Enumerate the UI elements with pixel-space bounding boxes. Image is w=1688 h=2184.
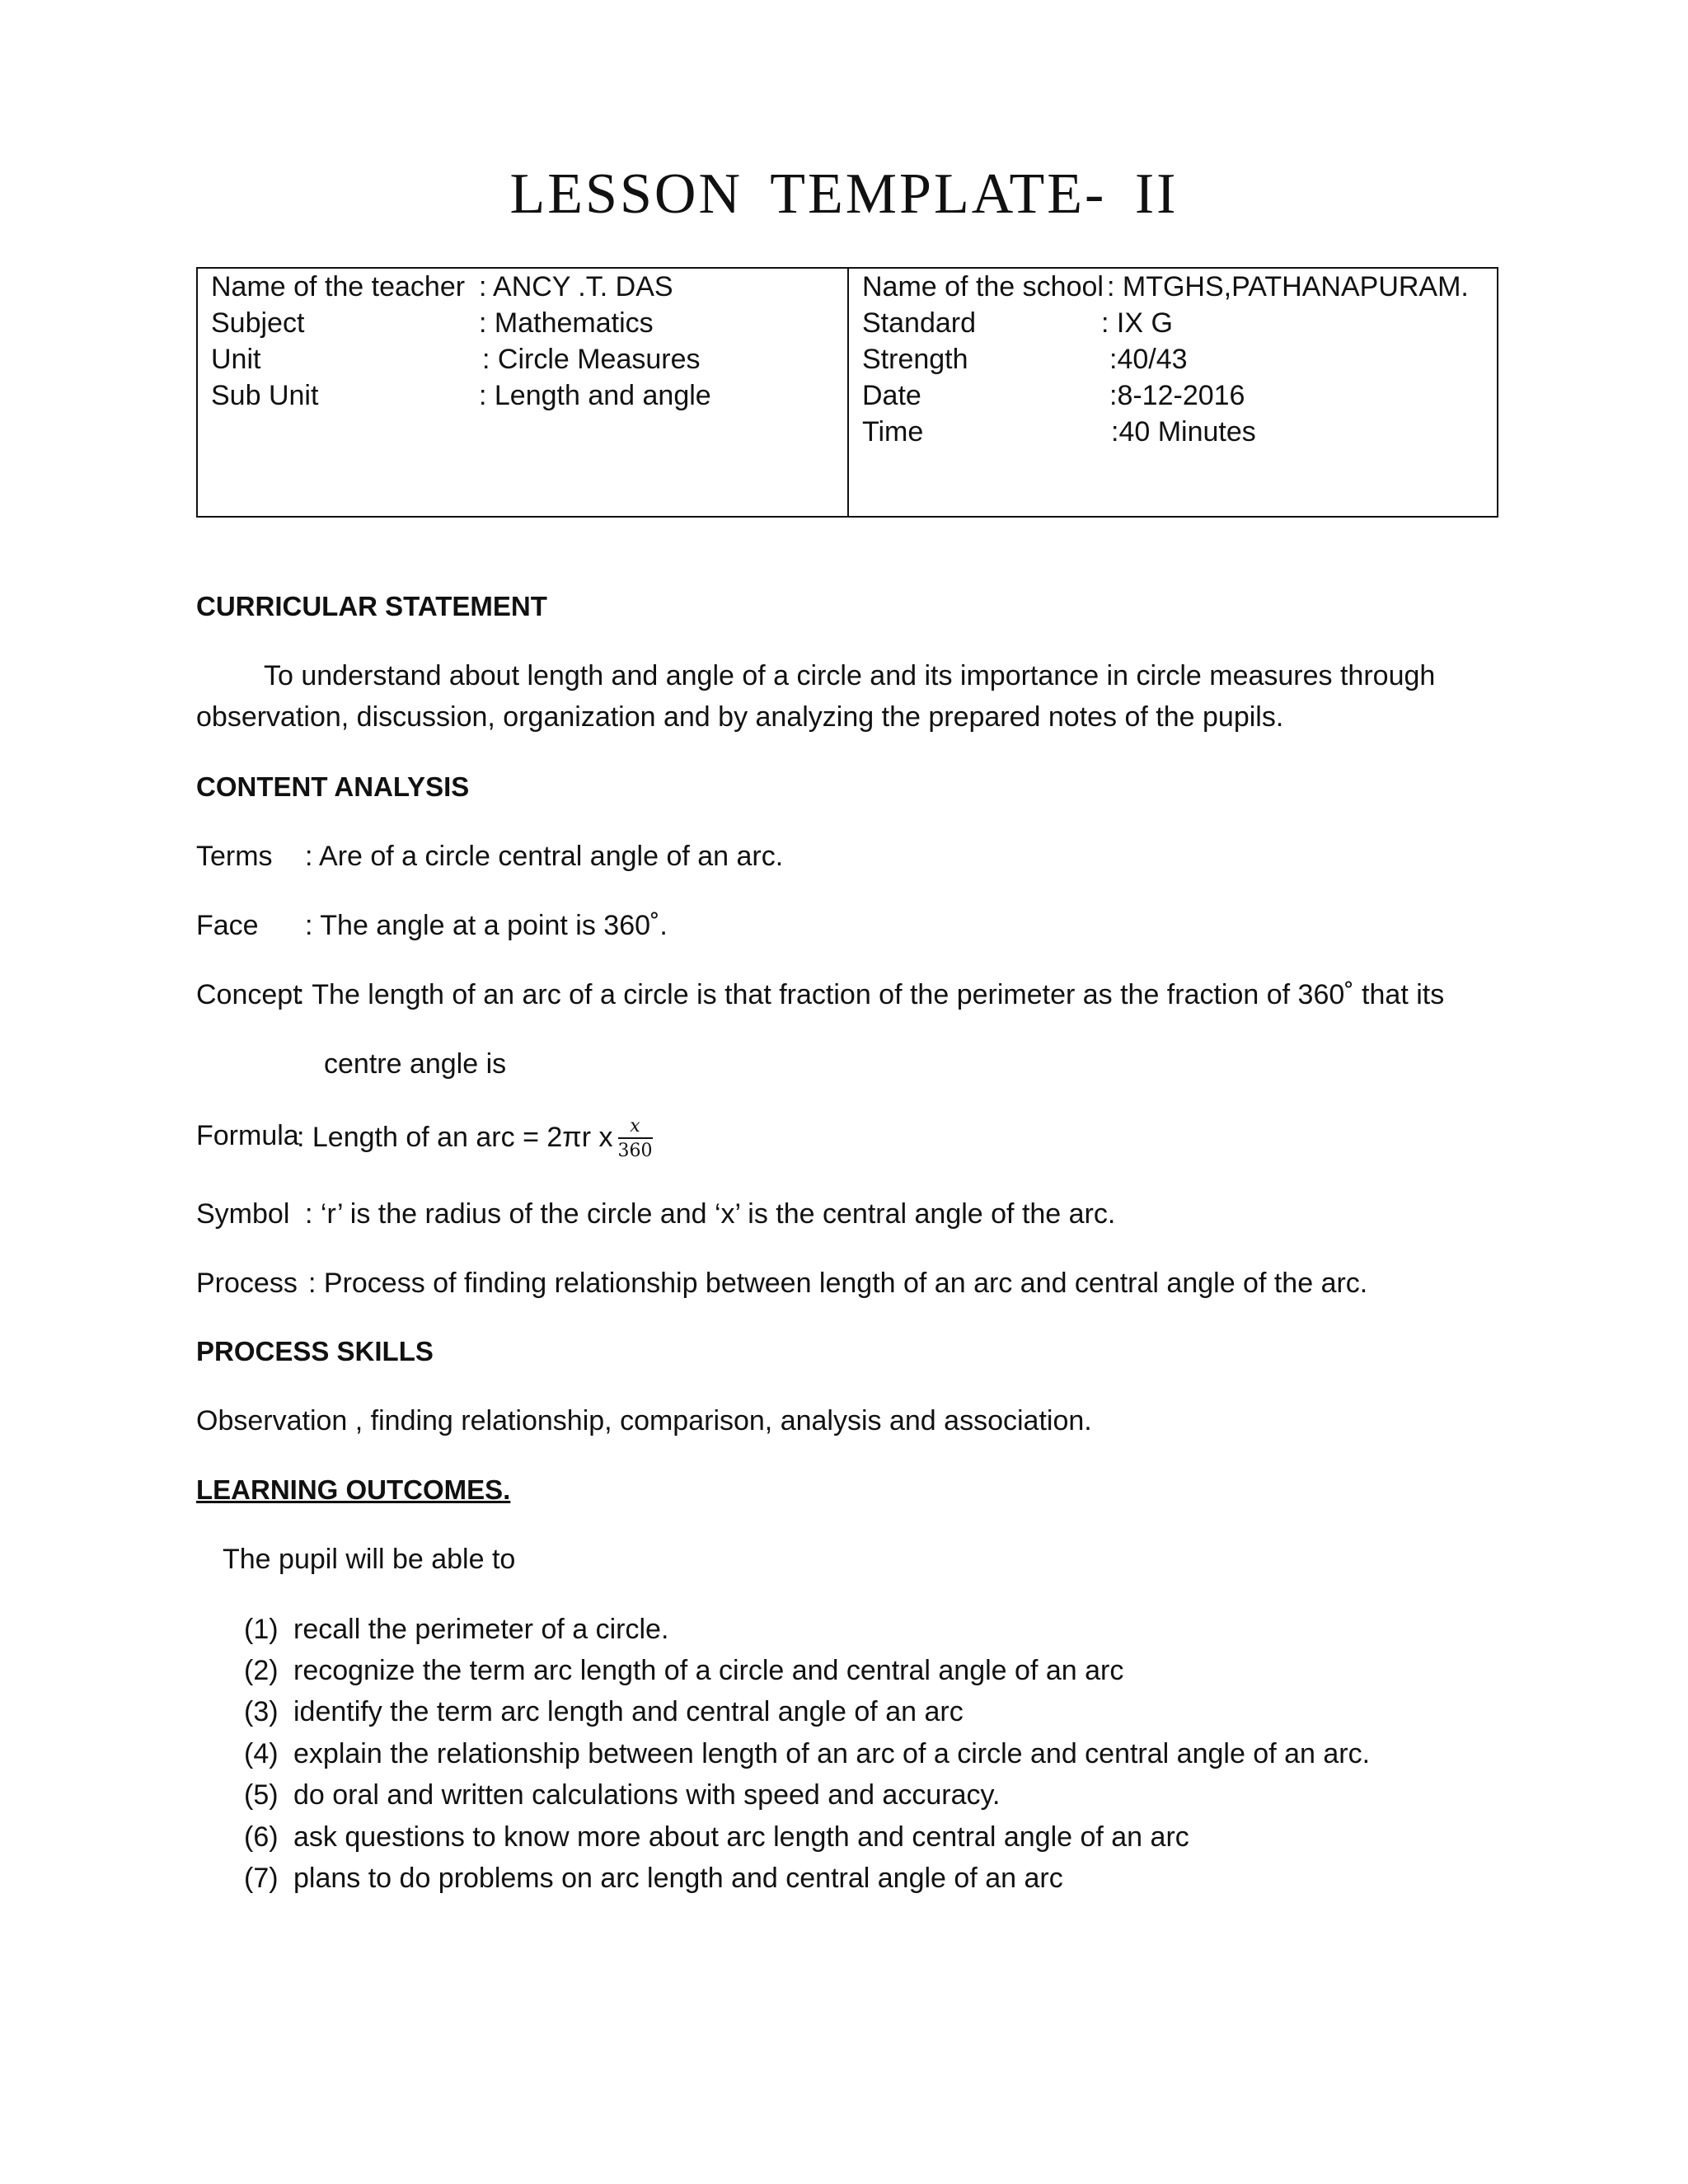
concept-value: : The length of an arc of a circle is that fraction of the perimeter as the fraction of 360˚ that its <box>297 979 1445 1010</box>
outcome-text: do oral and written calculations with speed and accuracy. <box>293 1779 1001 1811</box>
strength-value: :40/43 <box>1109 344 1188 375</box>
outcome-number: (4) <box>244 1738 279 1769</box>
strength-label: Strength <box>862 344 968 375</box>
date-value: :8-12-2016 <box>1109 380 1245 411</box>
curricular-statement-text: To understand about length and angle of a circle and its importance in circle measures through observation, discussion, organization and by analyzing the prepared notes of the pupils. <box>196 660 1436 733</box>
curricular-statement-heading: CURRICULAR STATEMENT <box>196 591 547 621</box>
sub-unit-label: Sub Unit <box>211 380 319 411</box>
content-analysis-heading: CONTENT ANALYSIS <box>196 771 470 802</box>
subject-label: Subject <box>211 307 305 339</box>
learning-outcomes-intro: The pupil will be able to <box>223 1544 516 1575</box>
concept-label: Concept <box>196 979 301 1010</box>
concept-continuation: centre angle is <box>324 1048 507 1080</box>
page-title: LESSON TEMPLATE- II <box>509 162 1179 226</box>
unit-label: Unit <box>211 344 261 375</box>
formula-fraction <box>618 1118 653 1160</box>
outcome-text: plans to do problems on arc length and central angle of an arc <box>293 1863 1063 1894</box>
symbol-label: Symbol <box>196 1198 290 1230</box>
symbol-value: : ‘r’ is the radius of the circle and ‘x’ is the central angle of the arc. <box>305 1198 1116 1230</box>
formula-value <box>297 1118 653 1160</box>
unit-value: : Circle Measures <box>482 344 701 375</box>
teacher-name-value: : ANCY .T. DAS <box>479 271 673 302</box>
teacher-info-column <box>198 269 849 516</box>
lesson-info-table <box>196 267 1498 518</box>
school-name-value: : MTGHS,PATHANAPURAM. <box>1107 271 1469 302</box>
subject-value: : Mathematics <box>479 307 654 339</box>
outcome-text: identify the term arc length and central angle of an arc <box>293 1696 964 1727</box>
outcome-text: recognize the term arc length of a circle and central angle of an arc <box>293 1655 1124 1686</box>
time-value: :40 Minutes <box>1111 416 1256 448</box>
outcome-text: ask questions to know more about arc length and central angle of an arc <box>293 1821 1189 1853</box>
outcome-number: (2) <box>244 1655 279 1686</box>
outcome-number: (1) <box>244 1614 279 1645</box>
process-label: Process <box>196 1268 298 1299</box>
fraction-denominator: 360 <box>617 1141 653 1161</box>
process-skills-heading: PROCESS SKILLS <box>196 1336 434 1366</box>
school-info-column <box>849 269 1497 516</box>
teacher-name-label: Name of the teacher <box>211 271 466 302</box>
outcome-number: (5) <box>244 1779 279 1811</box>
outcome-text: recall the perimeter of a circle. <box>293 1614 669 1645</box>
outcome-text: explain the relationship between length of an arc of a circle and central angle of an arc. <box>293 1738 1371 1769</box>
outcome-number: (6) <box>244 1821 279 1853</box>
fraction-numerator: x <box>618 1118 653 1139</box>
learning-outcomes-heading: LEARNING OUTCOMES. <box>196 1474 511 1505</box>
outcome-number: (3) <box>244 1696 279 1727</box>
terms-value: : Are of a circle central angle of an arc. <box>305 841 784 872</box>
face-value: : The angle at a point is 360˚. <box>305 910 668 941</box>
formula-text: : Length of an arc = 2πr x <box>297 1121 613 1153</box>
terms-label: Terms <box>196 841 273 872</box>
school-name-label: Name of the school <box>862 271 1104 302</box>
standard-label: Standard <box>862 307 976 339</box>
date-label: Date <box>862 380 921 411</box>
process-value: : Process of finding relationship between length of an arc and central angle of the arc. <box>308 1268 1368 1299</box>
time-label: Time <box>862 416 924 448</box>
sub-unit-value: : Length and angle <box>479 380 711 411</box>
face-label: Face <box>196 910 259 941</box>
formula-label: Formula <box>196 1120 299 1151</box>
standard-value: : IX G <box>1101 307 1173 339</box>
process-skills-text: Observation , finding relationship, comparison, analysis and association. <box>196 1405 1092 1436</box>
outcome-number: (7) <box>244 1863 279 1894</box>
